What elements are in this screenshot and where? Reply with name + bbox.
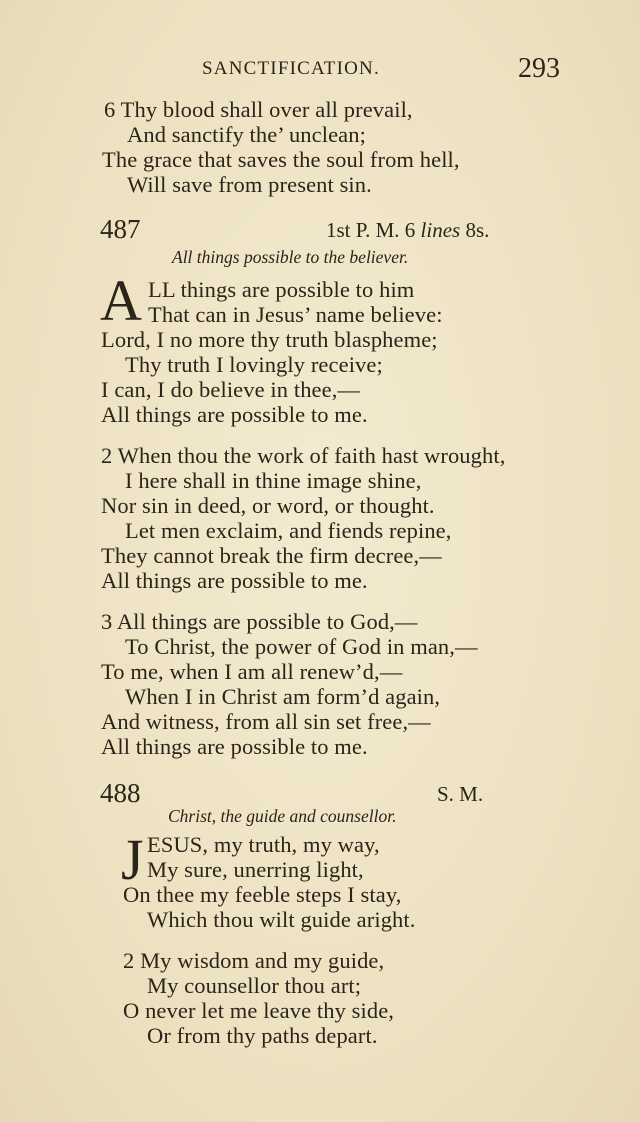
verse-line: O never let me leave thy side, (123, 998, 395, 1023)
hymn-subtitle: Christ, the guide and counsellor. (168, 806, 397, 826)
verse-line: To me, when I am all renew’d,— (101, 659, 403, 684)
verse-line: On thee my feeble steps I stay, (123, 882, 402, 907)
hymn-subtitle: All things possible to the believer. (172, 247, 409, 267)
verse-line: 2 When thou the work of faith hast wrought, (101, 443, 506, 468)
verse-line: 2 My wisdom and my guide, (123, 948, 385, 973)
verse-line: And witness, from all sin set free,— (101, 709, 431, 734)
verse-line: My sure, unerring light, (147, 857, 364, 882)
meter-suffix: 8s. (460, 218, 490, 242)
verse-line: I can, I do believe in thee,— (101, 377, 361, 402)
verse-line: And sanctify the’ unclean; (127, 122, 366, 147)
verse-line: All things are possible to me. (101, 734, 368, 759)
verse-line: ESUS, my truth, my way, (147, 832, 380, 857)
verse-line: Let men exclaim, and fiends repine, (125, 518, 452, 543)
verse-line: Will save from present sin. (127, 172, 372, 197)
drop-cap: A (100, 268, 142, 333)
hymn-meter: S. M. (437, 782, 484, 806)
meter-prefix: 1st P. M. 6 (326, 218, 421, 242)
verse-line: Or from thy paths depart. (147, 1023, 378, 1048)
meter-italic: lines (420, 218, 461, 242)
verse-line: That can in Jesus’ name believe: (148, 302, 443, 327)
verse-line: 3 All things are possible to God,— (101, 609, 418, 634)
verse-line: Nor sin in deed, or word, or thought. (101, 493, 435, 518)
verse-line: I here shall in thine image shine, (125, 468, 422, 493)
hymn-meter (326, 218, 489, 243)
hymn-number: 487 (100, 214, 141, 244)
verse-line: My counsellor thou art; (147, 973, 362, 998)
verse-line: Thy truth I lovingly receive; (125, 352, 383, 377)
verse-line: 6 Thy blood shall over all prevail, (104, 97, 413, 122)
verse-line: All things are possible to me. (101, 402, 368, 427)
verse-line: To Christ, the power of God in man,— (125, 634, 478, 659)
verse-line: The grace that saves the soul from hell, (102, 147, 460, 172)
verse-line: All things are possible to me. (101, 568, 368, 593)
page-number: 293 (518, 53, 560, 84)
verse-line: Lord, I no more thy truth blaspheme; (101, 327, 438, 352)
hymn-number: 488 (100, 778, 141, 808)
verse-line: They cannot break the firm decree,— (101, 543, 442, 568)
verse-line: LL things are possible to him (148, 277, 415, 302)
verse-line: When I in Christ am form’d again, (125, 684, 441, 709)
drop-cap: J (121, 827, 144, 892)
running-header: SANCTIFICATION. (202, 58, 380, 79)
verse-line: Which thou wilt guide aright. (147, 907, 416, 932)
